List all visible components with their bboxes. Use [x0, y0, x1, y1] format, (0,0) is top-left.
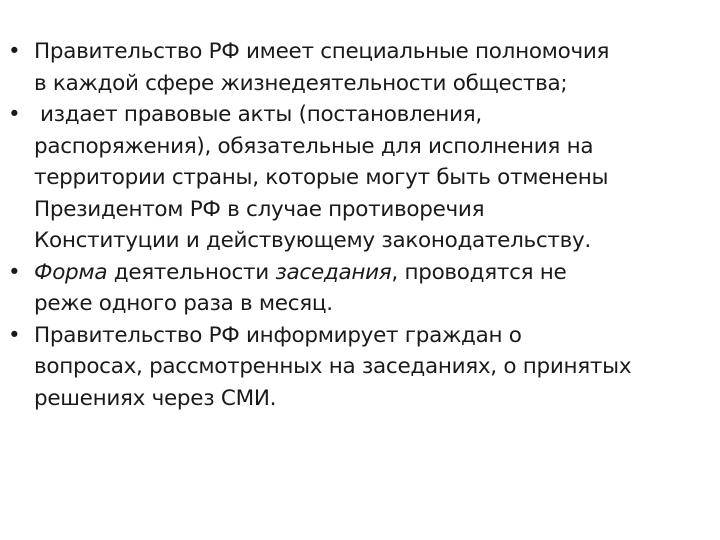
text-fragment: деятельности: [107, 259, 276, 285]
text-line: Конституции и действующему законодательству.: [34, 228, 591, 253]
text-line: издает правовые акты (постановления,: [40, 102, 482, 127]
bullet-icon: •: [8, 322, 21, 348]
text-line: Президентом РФ в случае противоречия: [34, 196, 485, 222]
text-line: вопросах, рассмотренных на заседаниях, о принятых: [34, 354, 632, 379]
bullet-item-informs-citizens: [8, 320, 718, 415]
text-line: Правительство РФ имеет специальные полномочия: [34, 39, 610, 64]
italic-term-form: Форма: [34, 259, 108, 285]
italic-term-meetings: заседания: [275, 259, 392, 285]
text-line: в каждой сфере жизнедеятельности общества;: [34, 70, 568, 96]
bullet-list: [8, 36, 718, 414]
text-fragment: , проводятся не: [391, 259, 567, 285]
text-line: реже одного раза в месяц.: [34, 291, 333, 316]
text-line: Правительство РФ информирует граждан о: [34, 322, 522, 348]
bullet-icon: •: [8, 259, 21, 285]
bullet-icon: •: [8, 102, 21, 127]
text-line: решениях через СМИ.: [34, 385, 277, 411]
bullet-item-activity-form: [8, 257, 718, 320]
bullet-item-legal-acts: [8, 99, 718, 257]
text-line: территории страны, которые могут быть отменены: [34, 165, 609, 190]
text-line: распоряжения), обязательные для исполнения на: [34, 133, 594, 159]
bullet-icon: •: [8, 39, 21, 64]
bullet-item-government-powers: [8, 36, 718, 99]
text-line: [34, 257, 718, 289]
